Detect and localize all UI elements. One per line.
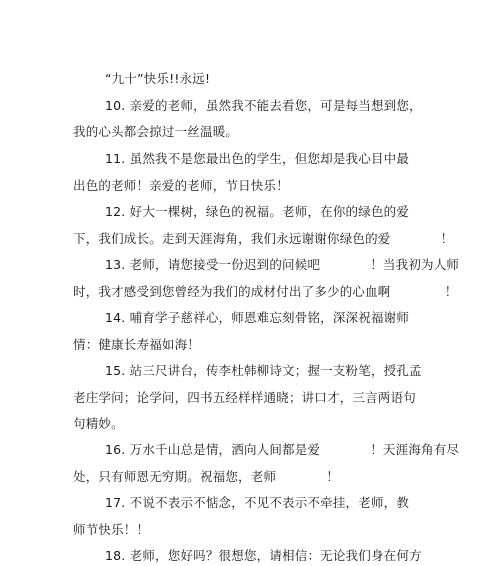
- text-line: 13. 老师，请您接受一份迟到的问候吧 ！当我初为人师: [105, 257, 460, 272]
- text-line: 14. 哺育学子慈祥心，师恩难忘刻骨铭，深深祝福谢师: [105, 310, 410, 325]
- text-line: 11. 虽然我不是您最出色的学生，但您却是我心目中最: [105, 151, 410, 166]
- text-line: 16. 万水千山总是情，洒向人间都是爱 ！天涯海角有尽: [105, 442, 460, 457]
- text-line: 18. 老师，您好吗？很想您，请相信：无论我们身在何方: [105, 548, 422, 563]
- text-line: 老庄学问；论学问，四书五经样样通晓；讲口才，三言两语句: [73, 390, 416, 405]
- text-line: 时，我才感受到您曾经为我们的成材付出了多少的心血啊 ！: [73, 284, 458, 299]
- text-line: “九十”快乐!!永远!: [105, 71, 211, 86]
- text-line: 句精妙。: [73, 416, 124, 431]
- text-line: 处，只有师恩无穷期。祝福您，老师 ！: [73, 469, 339, 484]
- text-line: 17. 不说不表示不惦念，不见不表示不牵挂，老师，教: [105, 495, 410, 510]
- text-line: 下，我们成长。走到天涯海角，我们永远谢谢你绿色的爱 ！: [73, 231, 454, 246]
- text-line: 我的心头都会掠过一丝温暖。: [73, 124, 239, 139]
- text-line: 情：健康长寿福如海！: [73, 337, 201, 352]
- text-line: 12. 好大一棵树，绿色的祝福。老师，在你的绿色的爱: [105, 204, 410, 219]
- text-line: 15. 站三尺讲台，传李杜韩柳诗文；握一支粉笔，授孔孟: [105, 363, 422, 378]
- text-line: 出色的老师！亲爱的老师，节日快乐！: [73, 178, 289, 193]
- text-line: 10. 亲爱的老师，虽然我不能去看您，可是每当想到您，: [105, 98, 422, 113]
- text-line: 师节快乐！！: [73, 522, 150, 537]
